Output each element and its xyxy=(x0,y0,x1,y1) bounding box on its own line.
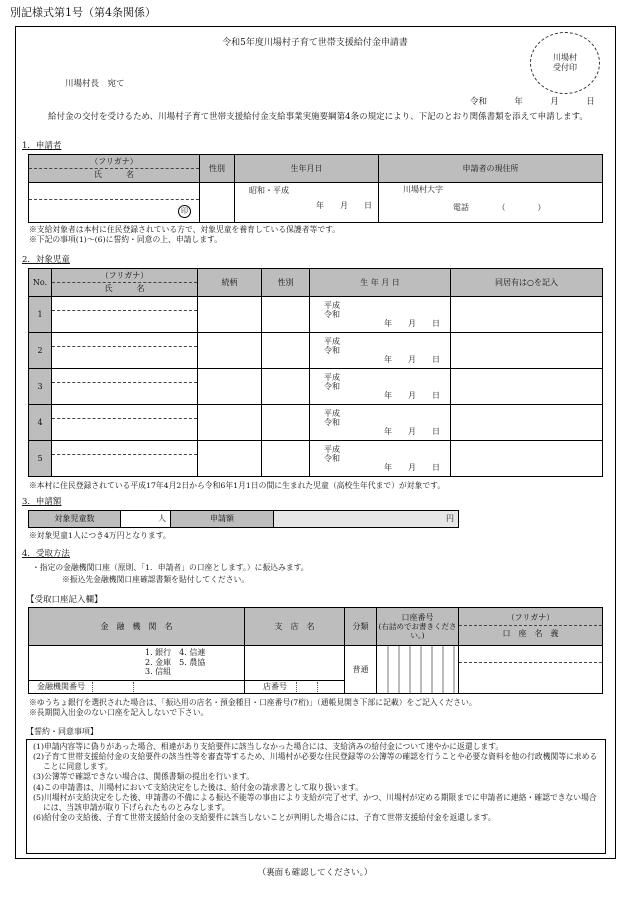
oath-item-5: (5)川場村が支給決定をした後、申請書の不備による振込不能等の事由により支給が完了せず、かつ、川場村が定める期限までに申請者に連絡・確認できない場合には、当該申請が取り下げられたものとみなします。 xyxy=(33,792,597,812)
child-birth-header: 生 年 月 日 xyxy=(310,269,451,297)
account-number-header: 口座番号 (右詰めでお書きください。) xyxy=(377,608,459,646)
phone-paren: （ ） xyxy=(497,203,546,212)
bank-code-field[interactable] xyxy=(92,682,134,692)
addressee: 川場村長 宛て xyxy=(65,79,125,89)
section4-line1: ・指定の金融機関口座（原則、「1．申請者」の口座とします。）に振込みます。 xyxy=(32,563,309,572)
child-birth-field[interactable]: 平成 令和 年 月 日 xyxy=(310,369,451,405)
birth-era: 昭和・平成 xyxy=(249,186,289,195)
gender-header: 性別 xyxy=(200,155,235,183)
birth-ymd: 年 月 日 xyxy=(316,201,372,210)
child-name-field[interactable] xyxy=(52,333,198,369)
account-number-field[interactable] xyxy=(377,646,459,694)
oath-item-4: (4)この申請書は、川場村において支給決定をした後は、給付金の請求書として取り扱います。 xyxy=(33,782,364,792)
applicant-gender-field[interactable] xyxy=(200,183,235,223)
section3-note: ※対象児童1人につき4万円となります。 xyxy=(29,531,171,540)
child-furigana-label: （フリガナ） xyxy=(52,270,197,283)
child-gender-header: 性別 xyxy=(262,269,310,297)
section3-heading: 3．申請額 xyxy=(22,497,62,507)
applicant-furigana-field[interactable] xyxy=(29,183,199,200)
child-cohabit-field[interactable] xyxy=(451,405,603,441)
row-no: 5 xyxy=(29,441,52,477)
account-type-field[interactable]: 普通 xyxy=(345,646,377,694)
address-prefix: 川場村大字 xyxy=(403,185,443,194)
child-gender-field[interactable] xyxy=(262,405,310,441)
child-relation-field[interactable] xyxy=(198,405,262,441)
address-header: 申請者の現住所 xyxy=(379,155,603,183)
child-name-label: 氏 名 xyxy=(104,284,145,293)
amount-label: 申請額 xyxy=(171,511,274,528)
intro-text: 給付金の交付を受けるため、川場村子育て世帯支援給付金支給事業実施要綱第4条の規定により、下記のとおり関係書類を添えて申請します。 xyxy=(48,112,588,122)
child-name-field[interactable] xyxy=(52,405,198,441)
child-count-field[interactable] xyxy=(121,511,171,528)
stamp-line1: 川場村 xyxy=(553,52,577,62)
date-year: 年 xyxy=(514,97,523,107)
cohabit-header: 同居有は○を記入 xyxy=(451,269,603,297)
bank-name-field[interactable] xyxy=(29,646,245,694)
child-cohabit-field[interactable] xyxy=(451,297,603,333)
child-birth-field[interactable]: 平成 令和 年 月 日 xyxy=(310,441,451,477)
section1-note-2: ※下記の事項(1)～(6)に誓約・同意の上、申請します。 xyxy=(29,235,222,245)
branch-code-label: 店番号 xyxy=(263,682,287,691)
account-heading: 【受取口座記入欄】 xyxy=(26,595,103,605)
footer-note: （裏面も確認してください。） xyxy=(257,868,373,878)
row-no: 3 xyxy=(29,369,52,405)
application-date[interactable] xyxy=(470,97,595,108)
account-notes xyxy=(29,698,477,718)
relation-header: 続柄 xyxy=(198,269,262,297)
applicant-name-header xyxy=(29,155,200,183)
row-no: 2 xyxy=(29,333,52,369)
table-row xyxy=(29,405,603,441)
child-name-field[interactable] xyxy=(52,297,198,333)
child-count-label: 対象児童数 xyxy=(29,511,121,528)
amount-unit: 円 xyxy=(446,514,454,523)
furigana-label: （フリガナ） xyxy=(29,156,199,169)
section4-line2: ※振込先金融機関口座確認書類を貼付してください。 xyxy=(62,575,250,584)
oath-item-6: (6)給付金の支給後、子育て世帯支援給付金の支給要件に該当しないことが判明した場合には、子育て世帯支援給付金を返還します。 xyxy=(33,812,496,822)
applicant-birth-field[interactable] xyxy=(235,183,379,223)
reception-stamp-area xyxy=(530,32,600,94)
child-relation-field[interactable] xyxy=(198,369,262,405)
child-name-field[interactable] xyxy=(52,441,198,477)
child-gender-field[interactable] xyxy=(262,297,310,333)
account-table xyxy=(28,607,603,694)
child-gender-field[interactable] xyxy=(262,369,310,405)
section2-heading: 2．対象児童 xyxy=(22,255,70,265)
oath-item-1: (1)申請内容等に偽りがあった場合、相違があり支給要件に該当しなかった場合には、支給済みの給付金について速やかに返還します。 xyxy=(33,742,504,751)
child-gender-field[interactable] xyxy=(262,333,310,369)
child-relation-field[interactable] xyxy=(198,297,262,333)
child-birth-field[interactable]: 平成 令和 年 月 日 xyxy=(310,297,451,333)
child-relation-field[interactable] xyxy=(198,333,262,369)
applicant-name-field[interactable] xyxy=(29,183,200,223)
applicant-table xyxy=(28,154,603,223)
children-table xyxy=(28,268,603,477)
applicant-address-field[interactable] xyxy=(379,183,603,223)
child-birth-field[interactable]: 平成 令和 年 月 日 xyxy=(310,405,451,441)
seal-mark-icon: 印 xyxy=(178,205,191,218)
bank-code-label: 金融機関番号 xyxy=(37,682,85,691)
form-label: 別記様式第1号（第4条関係） xyxy=(10,6,156,19)
bank-type-options[interactable]: 1. 銀行 4. 信連 2. 金庫 5. 農協 3. 信組 xyxy=(145,648,206,677)
child-name-field[interactable] xyxy=(52,369,198,405)
branch-code-field[interactable] xyxy=(296,682,318,692)
section1-heading: 1．申請者 xyxy=(22,141,62,151)
row-no: 1 xyxy=(29,297,52,333)
account-note-2: ※長期間入出金のない口座を記入しないで下さい。 xyxy=(29,708,209,718)
date-month: 月 xyxy=(550,97,559,107)
branch-field[interactable] xyxy=(245,646,345,694)
child-birth-field[interactable]: 平成 令和 年 月 日 xyxy=(310,333,451,369)
section1-notes xyxy=(29,225,340,245)
oath-item-3: (3)公簿等で確認できない場合は、関係書類の提出を行います。 xyxy=(33,772,254,782)
account-holder-field[interactable] xyxy=(459,646,603,694)
table-row xyxy=(29,297,603,333)
row-no: 4 xyxy=(29,405,52,441)
child-relation-field[interactable] xyxy=(198,441,262,477)
table-row xyxy=(29,333,603,369)
child-cohabit-field[interactable] xyxy=(451,333,603,369)
child-count-unit: 人 xyxy=(158,514,166,523)
table-row xyxy=(29,369,603,405)
account-holder-header: （フリガナ） 口 座 名 義 xyxy=(459,608,603,646)
child-gender-field[interactable] xyxy=(262,441,310,477)
account-type-header: 分類 xyxy=(345,608,377,646)
oath-heading: 【誓約・同意事項】 xyxy=(26,727,98,736)
amount-field[interactable] xyxy=(274,511,459,528)
oath-item-2: (2)子育て世帯支援給付金の支給要件の該当性等を審査等するため、川場村が必要な住民登録等の公簿等の確認を行うことや必要な資料を他の行政機関等に求めることに同意します。 xyxy=(33,752,598,772)
date-day: 日 xyxy=(586,97,595,107)
child-cohabit-field[interactable] xyxy=(451,441,603,477)
child-cohabit-field[interactable] xyxy=(451,369,603,405)
branch-header: 支 店 名 xyxy=(245,608,345,646)
birth-header: 生年月日 xyxy=(235,155,379,183)
oath-box xyxy=(26,739,606,854)
account-note-1: ※ゆうちょ銀行を選択された場合は、「振込用の店名・預金種目・口座番号(7桁)」（通帳見開き下部に記載）をご記入ください。 xyxy=(29,698,477,707)
child-name-header xyxy=(52,269,198,297)
bank-name-header: 金 融 機 関 名 xyxy=(29,608,245,646)
section2-note: ※本村に住民登録されている平成17年4月2日から令和6年1月1日の間に生まれた児童（高校生年代まで）が対象です。 xyxy=(29,481,446,490)
phone-label: 電話 xyxy=(453,203,469,212)
date-era: 令和 xyxy=(470,97,488,107)
name-label: 氏 名 xyxy=(94,170,134,179)
table-row xyxy=(29,441,603,477)
stamp-line2: 受付印 xyxy=(553,63,577,72)
section4-heading: 4．受取方法 xyxy=(22,549,70,559)
form-title: 令和5年度川場村子育て世帯支援給付金申請書 xyxy=(222,38,408,48)
no-header: No. xyxy=(29,269,52,297)
amount-table xyxy=(28,510,459,528)
section1-note-1: ※支給対象者は本村に住民登録されている方で、対象児童を養育している保護者等です。 xyxy=(29,225,341,234)
